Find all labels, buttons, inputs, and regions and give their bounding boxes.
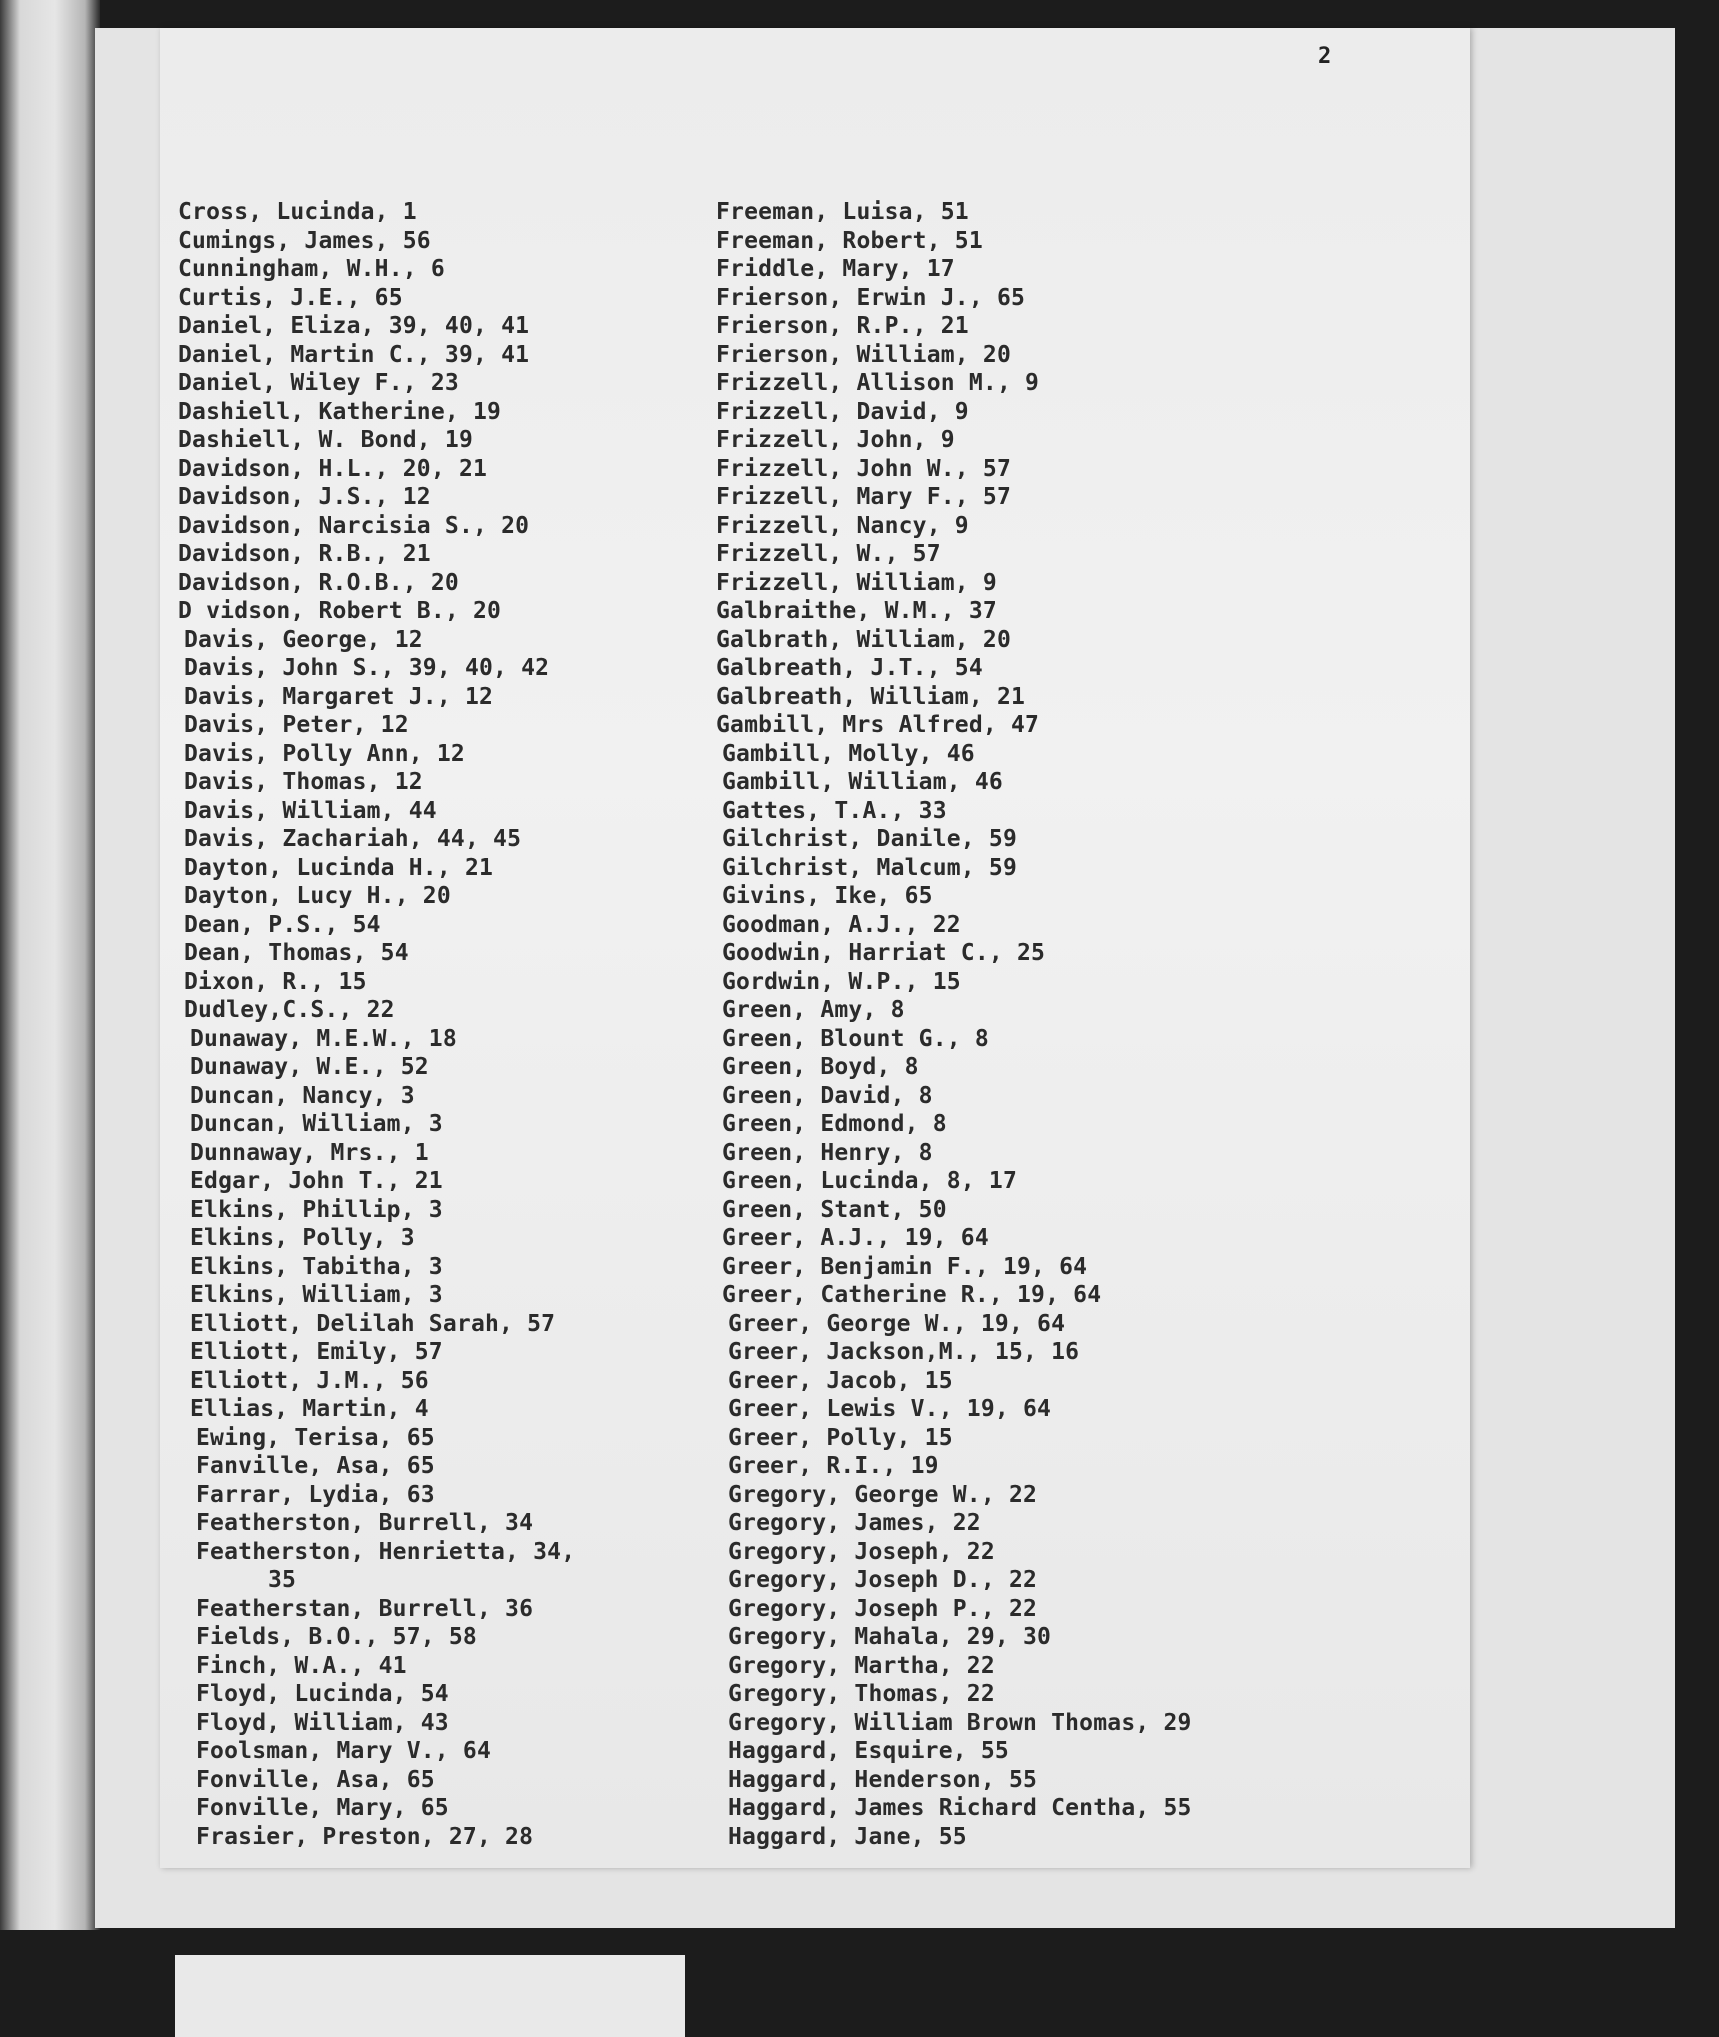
index-entry: Elkins, Phillip, 3 xyxy=(190,1196,443,1223)
index-entry: Haggard, James Richard Centha, 55 xyxy=(728,1795,1192,1821)
index-entry: Fonville, Mary, 65 xyxy=(196,1795,449,1821)
index-entry: Elliott, Delilah Sarah, 57 xyxy=(190,1310,556,1337)
index-entry: Green, David, 8 xyxy=(722,1082,933,1109)
index-entry: Dashiell, Katherine, 19 xyxy=(178,398,502,425)
index-entry: Davidson, J.S., 12 xyxy=(178,484,431,510)
index-column-right xyxy=(716,198,1316,1851)
index-entry: Ewing, Terisa, 65 xyxy=(196,1424,435,1451)
index-entry: Featherstan, Burrell, 36 xyxy=(196,1595,534,1622)
index-column-left xyxy=(178,198,648,1851)
index-entry: Frizzell, W., 57 xyxy=(716,541,941,567)
index-entry: Featherston, Henrietta, 34, xyxy=(196,1538,576,1565)
index-entry: Dayton, Lucy H., 20 xyxy=(184,883,451,909)
index-entry: Cunningham, W.H., 6 xyxy=(178,256,445,282)
underlying-sheet-edge xyxy=(175,1955,685,2037)
index-entry: Gambill, Molly, 46 xyxy=(722,740,975,767)
index-entry: Gregory, William Brown Thomas, 29 xyxy=(728,1709,1192,1736)
index-entry: Farrar, Lydia, 63 xyxy=(196,1481,435,1508)
index-entry: Daniel, Martin C., 39, 41 xyxy=(178,341,530,368)
index-entry: Gregory, Joseph P., 22 xyxy=(728,1595,1038,1622)
index-entry: Frizzell, John W., 57 xyxy=(716,455,1011,482)
index-entry: Galbrath, William, 20 xyxy=(716,626,1011,653)
index-entry: Friddle, Mary, 17 xyxy=(716,256,955,282)
index-entry: Dunaway, W.E., 52 xyxy=(190,1054,429,1080)
index-entry: Davis, John S., 39, 40, 42 xyxy=(184,655,550,681)
index-entry: Fonville, Asa, 65 xyxy=(196,1766,435,1793)
index-entry: Green, Stant, 50 xyxy=(722,1196,947,1223)
index-entry: Dayton, Lucinda H., 21 xyxy=(184,854,494,881)
index-entry: Gambill, William, 46 xyxy=(722,769,1003,795)
index-entry: Edgar, John T., 21 xyxy=(190,1168,443,1194)
index-entry: Goodwin, Harriat C., 25 xyxy=(722,940,1046,966)
index-entry: Finch, W.A., 41 xyxy=(196,1652,407,1679)
index-entry: Gambill, Mrs Alfred, 47 xyxy=(716,712,1040,738)
index-entry: Ellias, Martin, 4 xyxy=(190,1396,429,1422)
index-entry: Greer, Catherine R., 19, 64 xyxy=(722,1282,1102,1308)
index-entry: Davis, Zachariah, 44, 45 xyxy=(184,826,522,852)
index-entry: Greer, R.I., 19 xyxy=(728,1453,939,1479)
index-entry: Givins, Ike, 65 xyxy=(722,883,933,909)
index-entry: Goodman, A.J., 22 xyxy=(722,911,961,938)
index-entry: Gregory, Mahala, 29, 30 xyxy=(728,1624,1052,1650)
index-entry: Frizzell, Allison M., 9 xyxy=(716,370,1040,396)
index-entry: Gattes, T.A., 33 xyxy=(722,797,947,824)
page-number: 2 xyxy=(1318,44,1332,69)
index-entry: Frierson, R.P., 21 xyxy=(716,313,969,339)
index-entry: Duncan, William, 3 xyxy=(190,1111,443,1137)
index-entry: Elliott, J.M., 56 xyxy=(190,1367,429,1394)
index-entry: Green, Henry, 8 xyxy=(722,1139,933,1166)
index-entry: Elkins, Tabitha, 3 xyxy=(190,1253,443,1280)
index-entry: Frizzell, Nancy, 9 xyxy=(716,512,969,539)
index-entry: Gilchrist, Malcum, 59 xyxy=(722,854,1017,881)
index-entry: Davidson, R.O.B., 20 xyxy=(178,569,459,596)
index-entry: Fanville, Asa, 65 xyxy=(196,1453,435,1479)
index-entry: Elkins, William, 3 xyxy=(190,1282,443,1308)
index-entry: Dixon, R., 15 xyxy=(184,968,367,995)
index-entry: Davis, George, 12 xyxy=(184,626,423,653)
index-entry: Green, Boyd, 8 xyxy=(722,1054,919,1080)
index-entry: Frizzell, Mary F., 57 xyxy=(716,484,1011,510)
index-entry: Frizzell, John, 9 xyxy=(716,427,955,453)
index-entry: Davis, William, 44 xyxy=(184,797,437,824)
index-entry: Gregory, Joseph, 22 xyxy=(728,1538,995,1565)
index-entry: Floyd, Lucinda, 54 xyxy=(196,1681,449,1707)
index-entry: Foolsman, Mary V., 64 xyxy=(196,1738,491,1764)
index-entry: Gordwin, W.P., 15 xyxy=(722,968,961,995)
index-entry: Haggard, Jane, 55 xyxy=(728,1823,967,1850)
index-entry: Davis, Polly Ann, 12 xyxy=(184,740,465,767)
index-entry: Frizzell, William, 9 xyxy=(716,569,997,596)
index-entry: Haggard, Henderson, 55 xyxy=(728,1766,1038,1793)
index-entry: Gilchrist, Danile, 59 xyxy=(722,826,1017,852)
binder-edge xyxy=(0,0,100,1930)
index-entry: Greer, Benjamin F., 19, 64 xyxy=(722,1253,1088,1280)
index-entry: Freeman, Robert, 51 xyxy=(716,227,983,254)
index-entry: Featherston, Burrell, 34 xyxy=(196,1510,534,1536)
index-entry: Green, Blount G., 8 xyxy=(722,1025,989,1052)
index-entry: D vidson, Robert B., 20 xyxy=(178,598,502,624)
index-entry: Davidson, Narcisia S., 20 xyxy=(178,512,530,539)
index-entry: Greer, Jacob, 15 xyxy=(728,1367,953,1394)
index-entry: 35 xyxy=(268,1567,297,1593)
index-entry: Elkins, Polly, 3 xyxy=(190,1225,415,1251)
index-entry: Greer, Jackson,M., 15, 16 xyxy=(728,1339,1080,1365)
index-entry: Fields, B.O., 57, 58 xyxy=(196,1624,477,1650)
index-entry: Frasier, Preston, 27, 28 xyxy=(196,1823,534,1850)
index-entry: Galbreath, William, 21 xyxy=(716,683,1026,710)
index-entry: Floyd, William, 43 xyxy=(196,1709,449,1736)
index-entry: Curtis, J.E., 65 xyxy=(178,284,403,311)
index-entry: Greer, Polly, 15 xyxy=(728,1424,953,1451)
index-entry: Green, Edmond, 8 xyxy=(722,1111,947,1137)
index-entry: Greer, George W., 19, 64 xyxy=(728,1310,1066,1337)
index-entry: Galbreath, J.T., 54 xyxy=(716,655,983,681)
index-entry: Daniel, Wiley F., 23 xyxy=(178,370,459,396)
index-entry: Davidson, H.L., 20, 21 xyxy=(178,455,488,482)
index-entry: Dashiell, W. Bond, 19 xyxy=(178,427,473,453)
index-entry: Frierson, William, 20 xyxy=(716,341,1011,368)
index-entry: Davis, Margaret J., 12 xyxy=(184,683,494,710)
index-entry: Gregory, George W., 22 xyxy=(728,1481,1038,1508)
index-entry: Haggard, Esquire, 55 xyxy=(728,1738,1009,1764)
index-entry: Davis, Thomas, 12 xyxy=(184,769,423,795)
index-entry: Dunnaway, Mrs., 1 xyxy=(190,1139,429,1166)
index-entry: Elliott, Emily, 57 xyxy=(190,1339,443,1365)
index-entry: Green, Lucinda, 8, 17 xyxy=(722,1168,1017,1194)
index-entry: Dean, Thomas, 54 xyxy=(184,940,409,966)
index-entry: Green, Amy, 8 xyxy=(722,997,905,1023)
index-entry: Frierson, Erwin J., 65 xyxy=(716,284,1026,311)
index-entry: Dudley,C.S., 22 xyxy=(184,997,395,1023)
index-entry: Gregory, Martha, 22 xyxy=(728,1652,995,1679)
index-entry: Greer, A.J., 19, 64 xyxy=(722,1225,989,1251)
index-entry: Duncan, Nancy, 3 xyxy=(190,1082,415,1109)
index-entry: Gregory, Joseph D., 22 xyxy=(728,1567,1038,1593)
index-entry: Davis, Peter, 12 xyxy=(184,712,409,738)
index-entry: Frizzell, David, 9 xyxy=(716,398,969,425)
index-entry: Gregory, Thomas, 22 xyxy=(728,1681,995,1707)
index-entry: Galbraithe, W.M., 37 xyxy=(716,598,997,624)
index-entry: Daniel, Eliza, 39, 40, 41 xyxy=(178,313,530,339)
index-entry: Freeman, Luisa, 51 xyxy=(716,199,969,225)
index-entry: Greer, Lewis V., 19, 64 xyxy=(728,1396,1052,1422)
index-entry: Davidson, R.B., 21 xyxy=(178,541,431,567)
index-entry: Cross, Lucinda, 1 xyxy=(178,199,417,225)
index-entry: Dunaway, M.E.W., 18 xyxy=(190,1025,457,1052)
index-entry: Gregory, James, 22 xyxy=(728,1510,981,1536)
index-entry: Dean, P.S., 54 xyxy=(184,911,381,938)
index-entry: Cumings, James, 56 xyxy=(178,227,431,254)
